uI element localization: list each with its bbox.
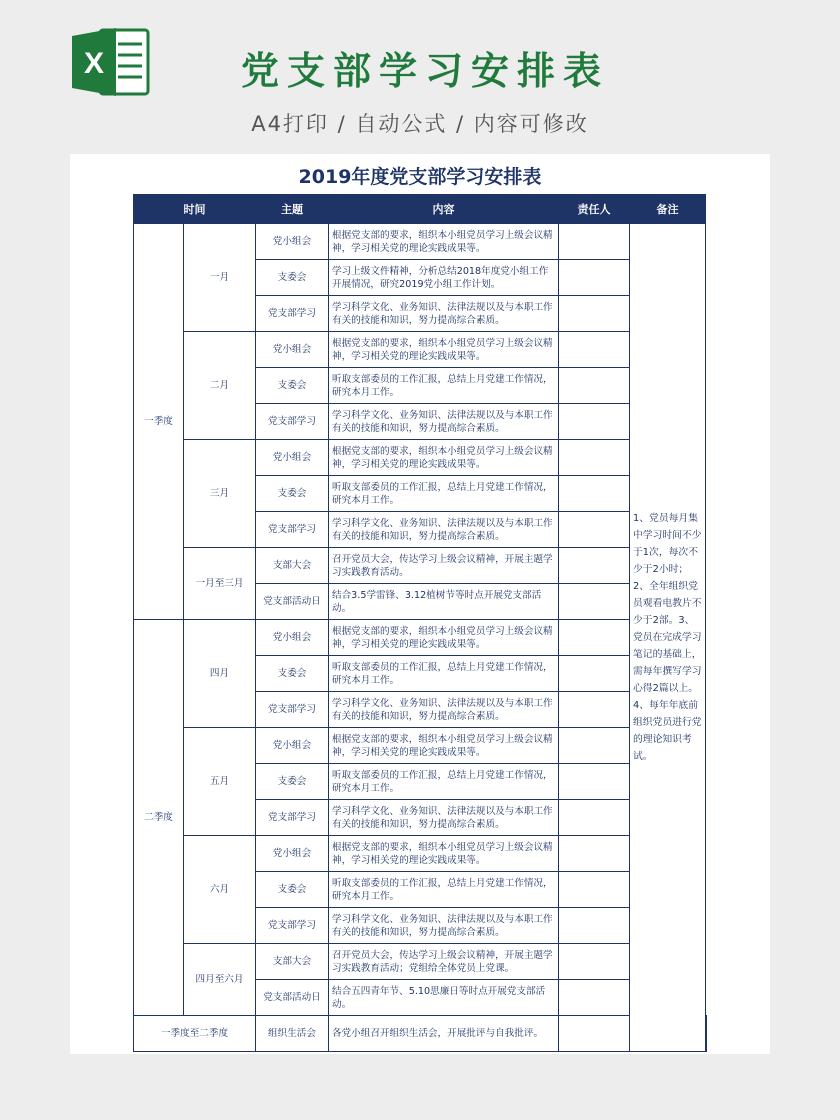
content-cell: 听取支部委员的工作汇报，总结上月党建工作情况，研究本月工作。 — [329, 656, 559, 692]
table-header-row — [134, 195, 707, 224]
owner-cell[interactable] — [559, 728, 630, 764]
content-cell: 根据党支部的要求，组织本小组党员学习上级会议精神，学习相关党的理论实践成果等。 — [329, 620, 559, 656]
header-notes: 备注 — [630, 195, 706, 224]
content-cell: 根据党支部的要求，组织本小组党员学习上级会议精神，学习相关党的理论实践成果等。 — [329, 224, 559, 260]
table-row — [134, 728, 707, 764]
topic-cell: 支部大会 — [256, 548, 329, 584]
main-title: 党支部学习安排表 — [240, 49, 609, 93]
content-cell: 根据党支部的要求，组织本小组党员学习上级会议精神，学习相关党的理论实践成果等。 — [329, 728, 559, 764]
topic-cell: 支委会 — [256, 872, 329, 908]
table-row — [134, 224, 707, 260]
topic-cell: 支委会 — [256, 656, 329, 692]
owner-cell[interactable] — [559, 224, 630, 260]
content-cell: 各党小组召开组织生活会，开展批评与自我批评。 — [329, 1016, 559, 1052]
topic-cell: 党小组会 — [256, 332, 329, 368]
content-cell: 学习科学文化、业务知识、法律法规以及与本职工作有关的技能和知识，努力提高综合素质。 — [329, 800, 559, 836]
table-row — [134, 836, 707, 872]
topic-cell: 党支部活动日 — [256, 584, 329, 620]
owner-cell[interactable] — [559, 620, 630, 656]
content-cell: 听取支部委员的工作汇报，总结上月党建工作情况，研究本月工作。 — [329, 764, 559, 800]
topic-cell: 组织生活会 — [256, 1016, 329, 1052]
header-time: 时间 — [134, 195, 256, 224]
owner-cell[interactable] — [559, 404, 630, 440]
content-cell: 学习科学文化、业务知识、法律法规以及与本职工作有关的技能和知识，努力提高综合素质。 — [329, 692, 559, 728]
month-cell: 六月 — [184, 836, 256, 944]
page-header — [0, 0, 840, 150]
table-row — [134, 620, 707, 656]
content-cell: 召开党员大会，传达学习上级会议精神，开展主题学习实践教育活动。 — [329, 548, 559, 584]
month-cell: 五月 — [184, 728, 256, 836]
owner-cell[interactable] — [559, 980, 630, 1016]
content-cell: 召开党员大会，传达学习上级会议精神，开展主题学习实践教育活动；党组给全体党员上党课。 — [329, 944, 559, 980]
topic-cell: 党小组会 — [256, 836, 329, 872]
content-cell: 根据党支部的要求，组织本小组党员学习上级会议精神，学习相关党的理论实践成果等。 — [329, 332, 559, 368]
owner-cell[interactable] — [559, 800, 630, 836]
month-cell: 一月至三月 — [184, 548, 256, 620]
owner-cell[interactable] — [559, 1016, 630, 1052]
topic-cell: 党支部学习 — [256, 908, 329, 944]
excel-logo-letter: X — [83, 47, 105, 80]
owner-cell[interactable] — [559, 584, 630, 620]
schedule-table — [133, 194, 707, 1052]
table-row — [134, 440, 707, 476]
table-row — [134, 548, 707, 584]
document-sheet — [70, 154, 770, 1054]
topic-cell: 党支部活动日 — [256, 980, 329, 1016]
month-cell: 三月 — [184, 440, 256, 548]
owner-cell[interactable] — [559, 548, 630, 584]
header-topic: 主题 — [256, 195, 329, 224]
subtitle: A4打印 / 自动公式 / 内容可修改 — [251, 112, 589, 136]
owner-cell[interactable] — [559, 872, 630, 908]
owner-cell[interactable] — [559, 332, 630, 368]
owner-cell[interactable] — [559, 512, 630, 548]
table-row — [134, 1016, 707, 1052]
owner-cell[interactable] — [559, 836, 630, 872]
owner-cell[interactable] — [559, 692, 630, 728]
month-cell: 一月 — [184, 224, 256, 332]
content-cell: 学习科学文化、业务知识、法律法规以及与本职工作有关的技能和知识，努力提高综合素质。 — [329, 296, 559, 332]
topic-cell: 党小组会 — [256, 224, 329, 260]
topic-cell: 支委会 — [256, 476, 329, 512]
month-cell: 二月 — [184, 332, 256, 440]
content-cell: 听取支部委员的工作汇报，总结上月党建工作情况，研究本月工作。 — [329, 368, 559, 404]
owner-cell[interactable] — [559, 368, 630, 404]
owner-cell[interactable] — [559, 908, 630, 944]
content-cell: 根据党支部的要求，组织本小组党员学习上级会议精神，学习相关党的理论实践成果等。 — [329, 440, 559, 476]
header-content: 内容 — [329, 195, 559, 224]
topic-cell: 党支部学习 — [256, 512, 329, 548]
owner-cell[interactable] — [559, 764, 630, 800]
header-owner: 责任人 — [559, 195, 630, 224]
notes-cell: 1、党员每月集中学习时间不少于1次，每次不少于2小时；2、全年组织党员观看电教片不少于2部。3、党员在完成学习笔记的基础上，需每年撰写学习心得2篇以上。4、每年年底前组织党员进行党的理论知识考试。 — [630, 224, 706, 1052]
topic-cell: 党支部学习 — [256, 404, 329, 440]
content-cell: 学习科学文化、业务知识、法律法规以及与本职工作有关的技能和知识，努力提高综合素质。 — [329, 512, 559, 548]
content-cell: 学习科学文化、业务知识、法律法规以及与本职工作有关的技能和知识，努力提高综合素质。 — [329, 908, 559, 944]
topic-cell: 支委会 — [256, 764, 329, 800]
month-cell: 四月至六月 — [184, 944, 256, 1016]
month-cell: 四月 — [184, 620, 256, 728]
topic-cell: 党支部学习 — [256, 800, 329, 836]
quarter-cell: 二季度 — [134, 620, 184, 1016]
owner-cell[interactable] — [559, 476, 630, 512]
topic-cell: 党小组会 — [256, 620, 329, 656]
content-cell: 根据党支部的要求，组织本小组党员学习上级会议精神，学习相关党的理论实践成果等。 — [329, 836, 559, 872]
notes-empty-cell — [706, 1016, 707, 1052]
owner-cell[interactable] — [559, 260, 630, 296]
document-title: 2019年度党支部学习安排表 — [298, 166, 542, 188]
content-cell: 学习上级文件精神，分析总结2018年度党小组工作开展情况，研究2019党小组工作计划。 — [329, 260, 559, 296]
table-row — [134, 944, 707, 980]
topic-cell: 党小组会 — [256, 440, 329, 476]
content-cell: 听取支部委员的工作汇报，总结上月党建工作情况，研究本月工作。 — [329, 476, 559, 512]
topic-cell: 党支部学习 — [256, 692, 329, 728]
owner-cell[interactable] — [559, 944, 630, 980]
quarter-cell: 一季度 — [134, 224, 184, 620]
owner-cell[interactable] — [559, 656, 630, 692]
period-cell: 一季度至二季度 — [134, 1016, 256, 1052]
topic-cell: 党小组会 — [256, 728, 329, 764]
content-cell: 学习科学文化、业务知识、法律法规以及与本职工作有关的技能和知识，努力提高综合素质。 — [329, 404, 559, 440]
content-cell: 结合五四青年节、5.10思廉日等时点开展党支部活动。 — [329, 980, 559, 1016]
content-cell: 结合3.5学雷锋、3.12植树节等时点开展党支部活动。 — [329, 584, 559, 620]
owner-cell[interactable] — [559, 296, 630, 332]
topic-cell: 支委会 — [256, 368, 329, 404]
content-cell: 听取支部委员的工作汇报，总结上月党建工作情况，研究本月工作。 — [329, 872, 559, 908]
topic-cell: 支委会 — [256, 260, 329, 296]
topic-cell: 党支部学习 — [256, 296, 329, 332]
excel-icon — [70, 26, 152, 98]
table-row — [134, 332, 707, 368]
owner-cell[interactable] — [559, 440, 630, 476]
topic-cell: 支部大会 — [256, 944, 329, 980]
